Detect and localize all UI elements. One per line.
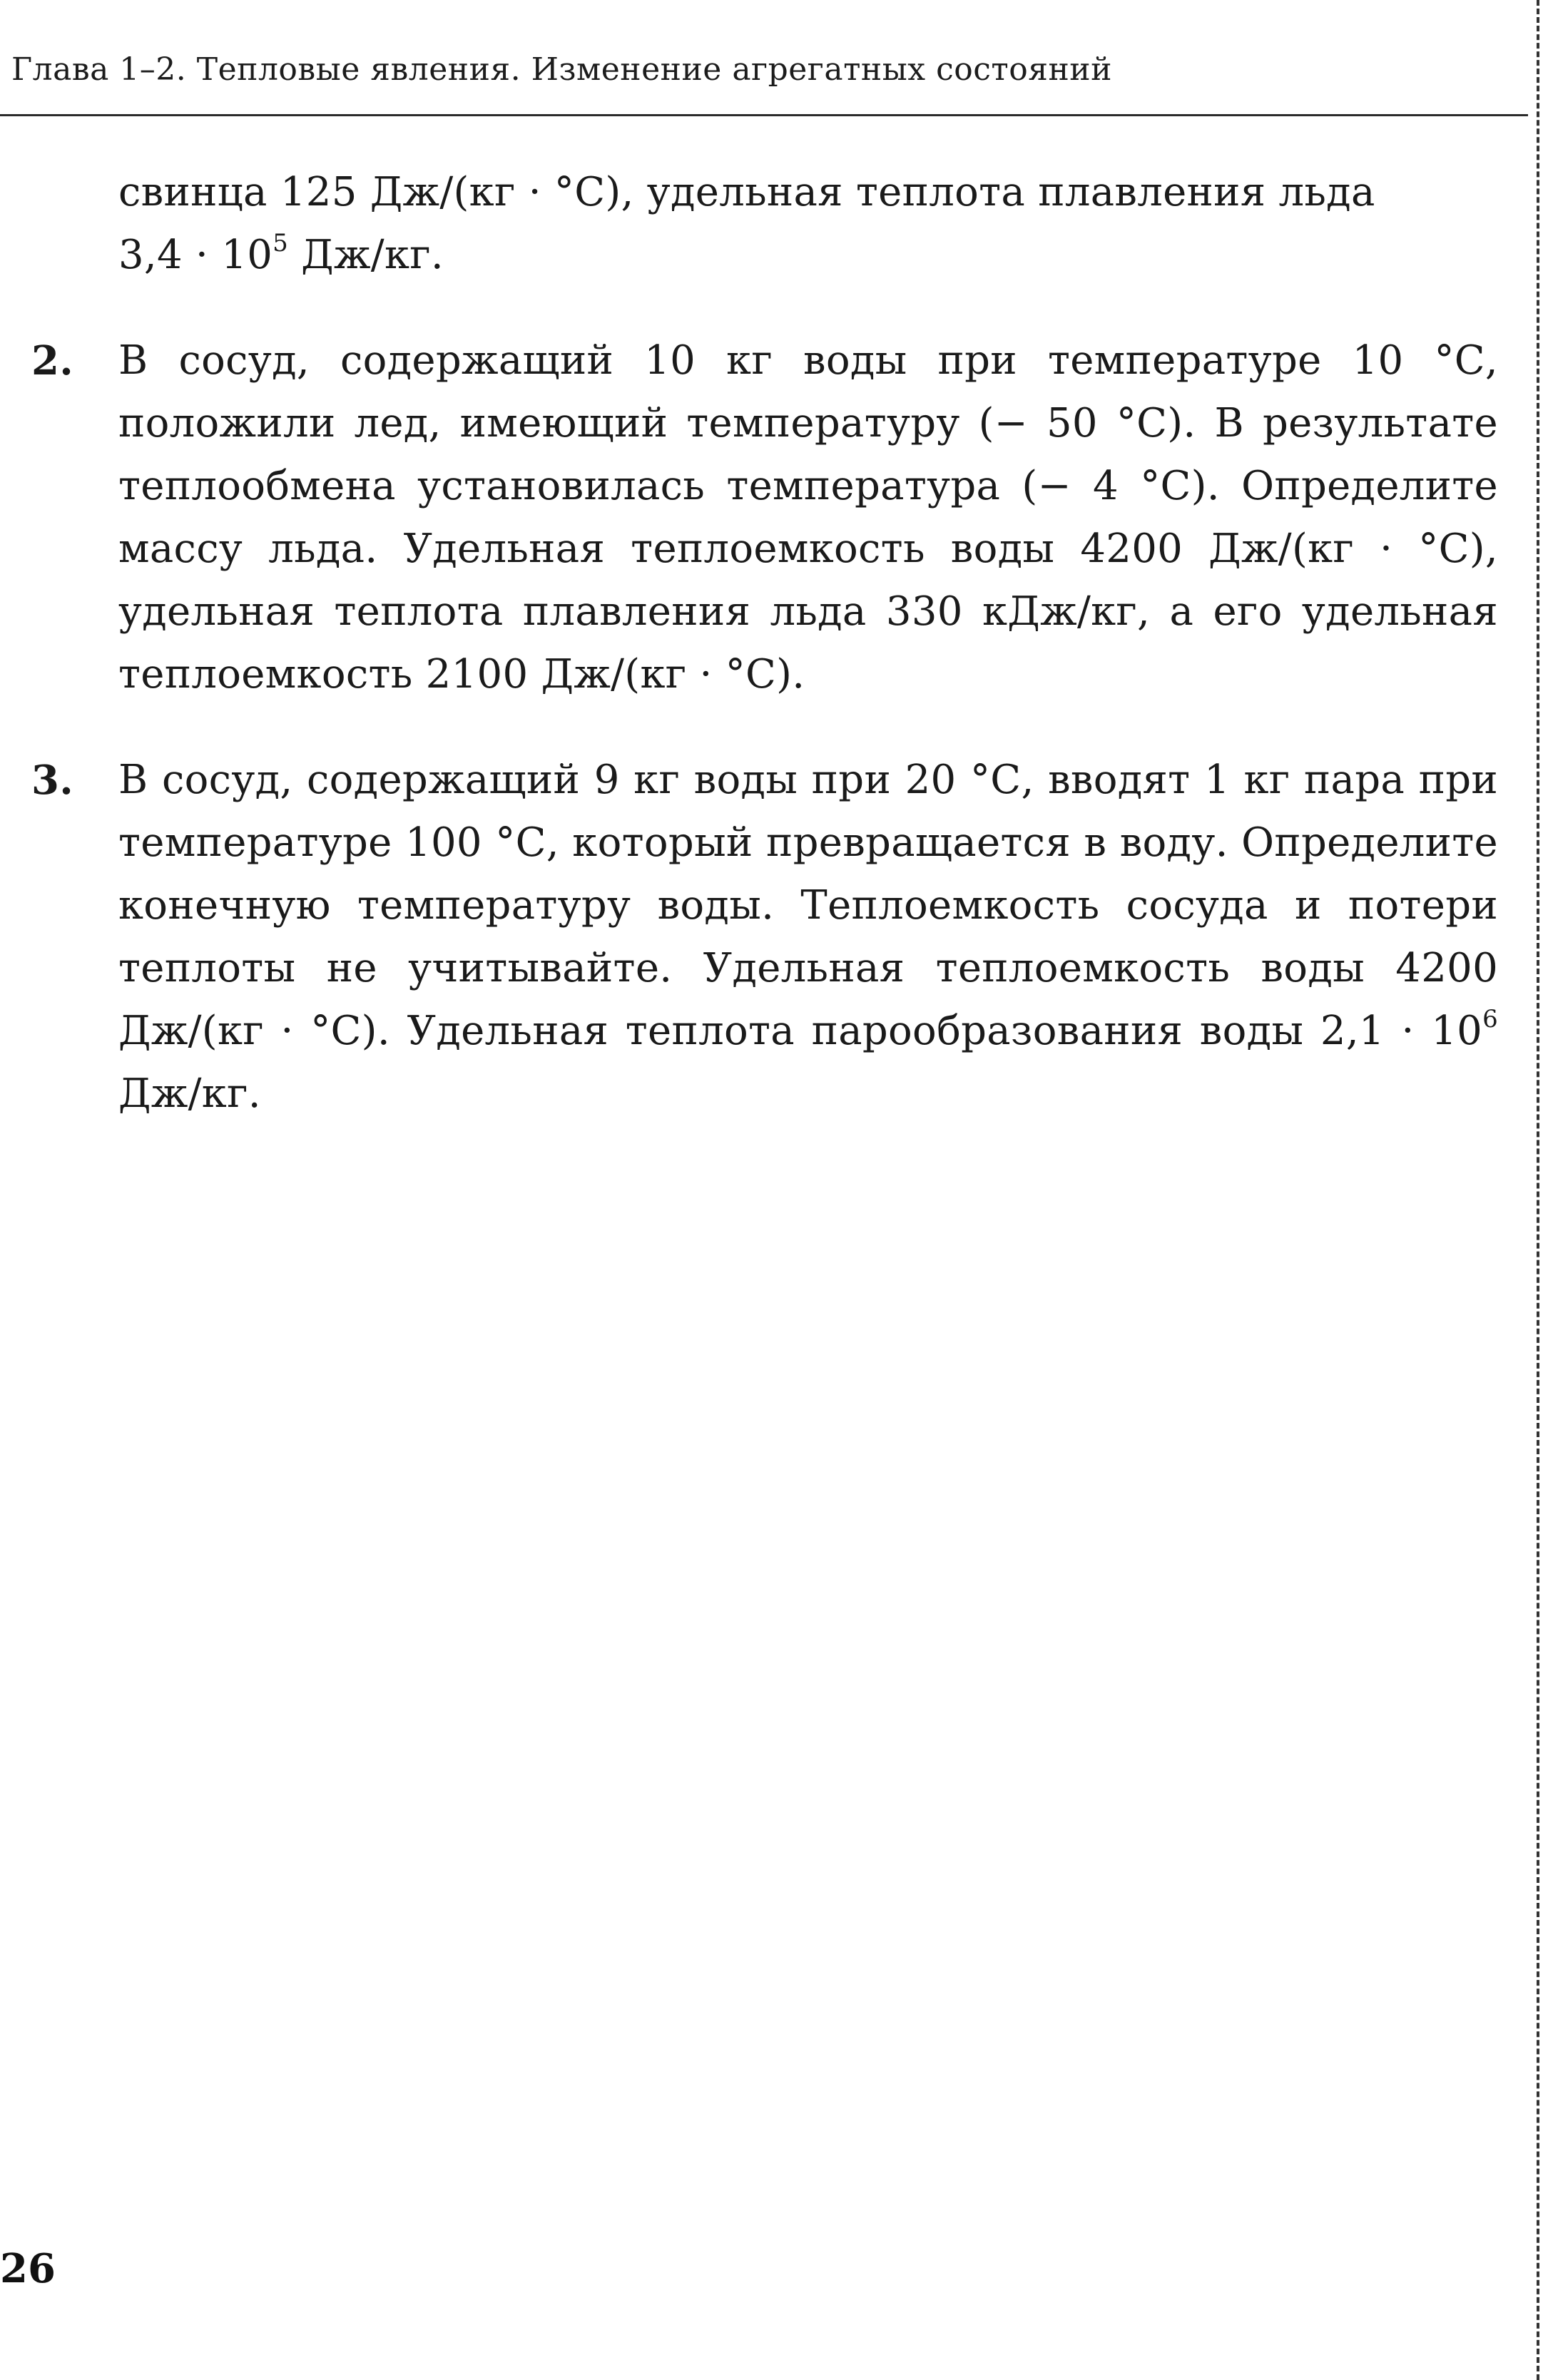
problem-3-text: В сосуд, содержащий 9 кг воды при 20 °С, вводят 1 кг пара при температуре 100 °С, который превращается в воду. Определите конечную температуру воды. Теплоемкость сосуда и потери теплоты не учитывайте. Удельная теплоемкость воды 4200 Дж/(кг · °С). Удельная теплота парообразования воды 2,1 · 10 <box>118 757 1498 1054</box>
header-divider <box>0 114 1528 116</box>
page-cut-line <box>1537 0 1539 2380</box>
problem-1-line-1: свинца 125 Дж/(кг · °С), удельная теплота плавления льда <box>118 169 1375 215</box>
page-content <box>0 161 1498 1125</box>
page-number: 26 <box>0 2245 56 2292</box>
problem-1-unit: Дж/кг. <box>288 232 444 278</box>
problem-3 <box>0 749 1498 1125</box>
problem-1-continuation <box>0 161 1498 287</box>
problem-3-unit: Дж/кг. <box>118 1071 261 1117</box>
chapter-header: Глава 1–2. Тепловые явления. Изменение агрегатных состояний <box>11 51 1112 88</box>
problem-2-text: В сосуд, содержащий 10 кг воды при температуре 10 °С, положили лед, имеющий температуру (− 50 °С). В результате теплообмена установилась температура (− 4 °С). Определите массу льда. Удельная теплоемкость воды 4200 Дж/(кг · °С), удельная теплота плавления льда 330 кДж/кг, а его удельная теплоемкость 2100 Дж/(кг · °С). <box>118 337 1498 698</box>
problem-3-number: 3. <box>31 757 74 804</box>
problem-2-number: 2. <box>31 337 74 384</box>
problem-1-value: 3,4 · 10 <box>118 232 273 278</box>
problem-3-exponent: 6 <box>1482 1005 1498 1034</box>
problem-2 <box>0 330 1498 706</box>
problem-1-exponent: 5 <box>273 229 289 258</box>
problem-1-line-2 <box>118 229 444 278</box>
